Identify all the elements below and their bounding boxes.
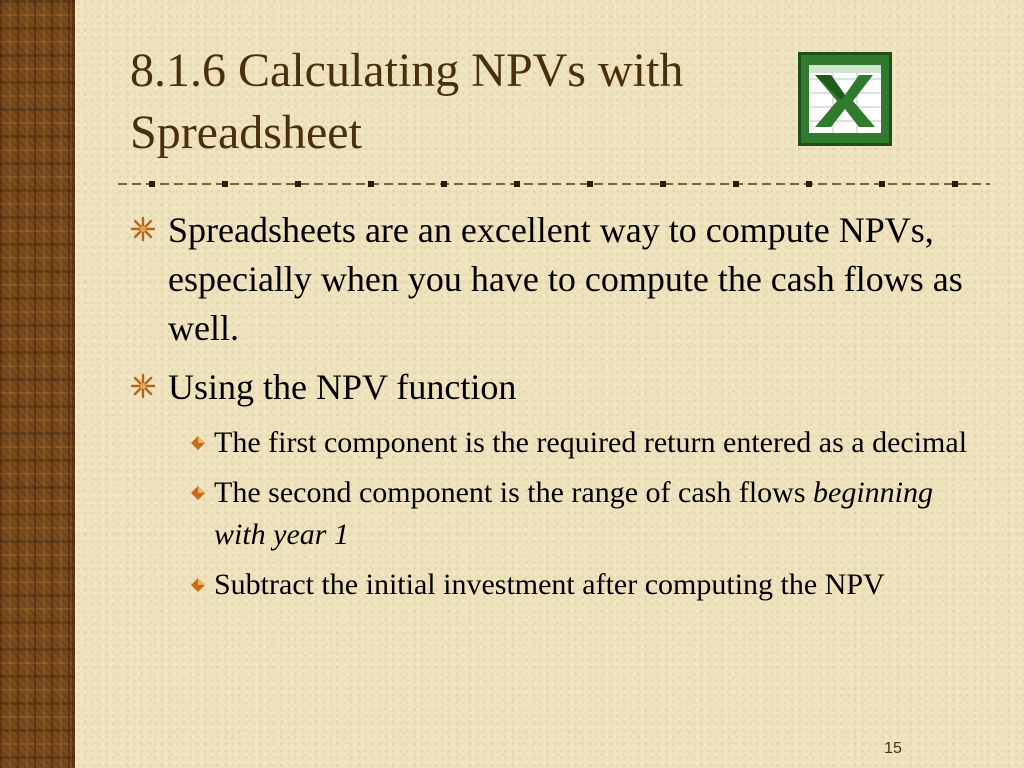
diamond-bullet-icon — [190, 485, 206, 501]
bullet-item — [130, 206, 980, 353]
diamond-bullet-icon — [190, 577, 206, 593]
diamond-bullet-icon — [190, 435, 206, 451]
sub-bullet-item — [190, 564, 980, 606]
bullet-text: Using the NPV function — [168, 367, 517, 407]
bullet-item — [130, 363, 980, 412]
sub-bullet-text: The first component is the required return entered as a decimal — [214, 426, 968, 459]
slide-title — [130, 40, 810, 164]
sub-bullet-item — [190, 472, 980, 556]
excel-icon — [798, 52, 892, 146]
starburst-bullet-icon — [130, 373, 156, 399]
sub-bullet-item — [190, 422, 980, 464]
decorative-side-bar — [0, 0, 75, 768]
slide-title-line-1: 8.1.6 Calculating NPVs with — [130, 44, 684, 97]
starburst-bullet-icon — [130, 216, 156, 242]
slide-title-line-2: Spreadsheet — [130, 106, 362, 159]
page-number: 15 — [884, 740, 902, 757]
slide-content — [130, 206, 980, 614]
bullet-text: Spreadsheets are an excellent way to compute NPVs, especially when you have to compute the cash flows as well. — [168, 210, 963, 348]
dashed-dot-divider — [118, 178, 990, 190]
sub-bullet-text: The second component is the range of cash flows — [214, 476, 813, 509]
sub-bullet-text: Subtract the initial investment after computing the NPV — [214, 568, 885, 601]
sub-bullet-emphasis: beginning with year 1 — [214, 476, 933, 551]
